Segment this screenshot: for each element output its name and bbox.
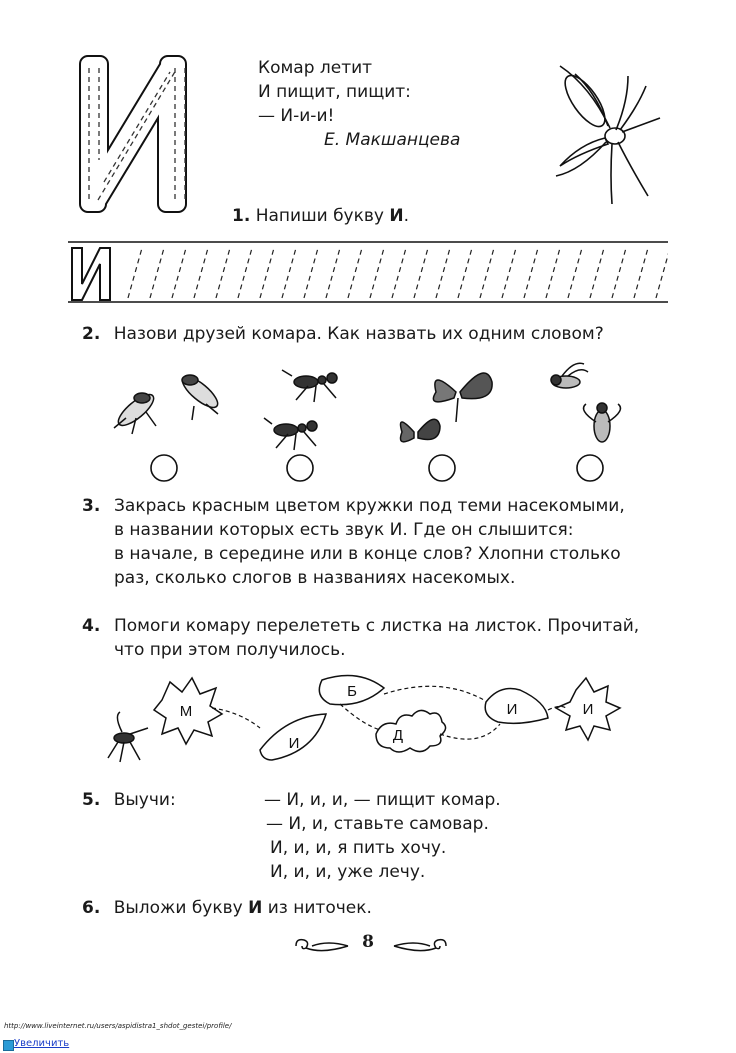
zoom-icon — [3, 1040, 14, 1051]
ants-icon — [264, 370, 337, 450]
butterflies-icon — [401, 373, 493, 442]
guide-stroke — [150, 248, 164, 298]
learn-poem — [264, 788, 501, 884]
guide-stroke — [128, 248, 142, 298]
guide-stroke — [282, 248, 296, 298]
answer-circle-1 — [151, 455, 177, 481]
guide-stroke — [590, 248, 604, 298]
guide-stroke — [480, 248, 494, 298]
task-3-line-2: в названии которых есть звук И. Где он слышится: — [114, 520, 574, 540]
flies-icon — [114, 372, 222, 434]
answer-circle-4 — [577, 455, 603, 481]
task-3-line-4: раз, сколько слогов в названиях насекомых. — [114, 568, 516, 588]
poem-line-1: Комар летит — [258, 58, 373, 78]
task-4-number: 4. — [82, 616, 101, 636]
task-3-body — [114, 494, 625, 590]
insects-illustration — [96, 352, 656, 492]
guide-stroke — [370, 248, 384, 298]
task-6-text: Выложи букву — [113, 898, 249, 918]
mosquito-small-icon — [108, 712, 148, 762]
guide-stroke — [238, 248, 252, 298]
leaf-letter-5: И — [506, 701, 518, 718]
task-5 — [82, 788, 176, 812]
guide-stroke — [392, 248, 406, 298]
poem-line-2: И пищит, пищит: — [258, 82, 411, 102]
learn-poem-line-3: И, и, и, я пить хочу. — [270, 838, 447, 858]
big-letter-i — [60, 50, 212, 218]
guide-stroke — [194, 248, 208, 298]
leaf-letter-1: М — [179, 703, 193, 720]
task-1-bold-letter: И — [389, 206, 404, 226]
leaf-d — [376, 710, 446, 752]
task-3-line-3: в начале, в середине или в конце слов? Хлопни столько — [114, 544, 621, 564]
guide-stroke — [634, 248, 648, 298]
task-2-text: Назови друзей комара. Как назвать их одним словом? — [113, 324, 604, 344]
learn-poem-line-4: И, и, и, уже лечу. — [270, 862, 426, 882]
task-3-number: 3. — [82, 496, 101, 516]
guide-stroke — [260, 248, 274, 298]
enlarge-link[interactable]: Увеличить — [14, 1038, 70, 1049]
task-1-text: Напиши букву — [255, 206, 390, 226]
guide-stroke — [326, 248, 340, 298]
guide-stroke — [172, 248, 186, 298]
task-1 — [232, 204, 409, 228]
task-2 — [82, 322, 604, 346]
answer-circle-3 — [429, 455, 455, 481]
learn-poem-line-1: — И, и, и, — пищит комар. — [264, 790, 501, 810]
guide-stroke — [656, 248, 668, 298]
guide-stroke — [502, 248, 516, 298]
task-5-text: Выучи: — [113, 790, 176, 810]
leaf-letter-3: Б — [347, 683, 357, 700]
task-6 — [82, 896, 372, 920]
guide-stroke — [414, 248, 428, 298]
task-3 — [82, 494, 100, 518]
task-2-number: 2. — [82, 324, 101, 344]
task-4-body — [114, 614, 639, 662]
poem-author: Е. Макшанцева — [324, 130, 461, 150]
mosquito-illustration — [520, 46, 670, 206]
guide-stroke — [612, 248, 626, 298]
guide-stroke — [216, 248, 230, 298]
task-6-bold-letter: И — [248, 898, 263, 918]
guide-stroke — [458, 248, 472, 298]
poem-line-3: — И-и-и! — [258, 106, 335, 126]
guide-stroke — [568, 248, 582, 298]
copybook-lines — [68, 240, 668, 304]
poem — [258, 56, 460, 152]
guide-stroke — [546, 248, 560, 298]
leaf-letter-4: Д — [392, 727, 404, 744]
task-4-line-1: Помоги комару перелететь с листка на листок. Прочитай, — [114, 616, 640, 636]
task-6-after: из ниточек. — [262, 898, 372, 918]
page-number: 8 — [362, 932, 374, 952]
task-5-number: 5. — [82, 790, 101, 810]
task-1-after: . — [403, 206, 410, 226]
task-1-number: 1. — [232, 206, 251, 226]
guide-stroke — [304, 248, 318, 298]
learn-poem-line-2: — И, и, ставьте самовар. — [266, 814, 489, 834]
guide-stroke — [348, 248, 362, 298]
task-3-line-1: Закрась красным цветом кружки под теми насекомыми, — [114, 496, 625, 516]
answer-circle-2 — [287, 455, 313, 481]
leaf-letter-6: И — [582, 701, 594, 718]
ornament-right-icon — [390, 936, 450, 956]
task-4 — [82, 614, 100, 638]
task-4-line-2: что при этом получилось. — [114, 640, 346, 660]
leaves-path — [100, 668, 660, 778]
guide-stroke — [524, 248, 538, 298]
wasps-icon — [551, 363, 620, 442]
guide-stroke — [436, 248, 450, 298]
leaf-letter-2: И — [288, 735, 300, 752]
task-6-number: 6. — [82, 898, 101, 918]
source-url: http://www.liveinternet.ru/users/aspidistra1_shdot_gestei/profile/ — [4, 1022, 232, 1030]
